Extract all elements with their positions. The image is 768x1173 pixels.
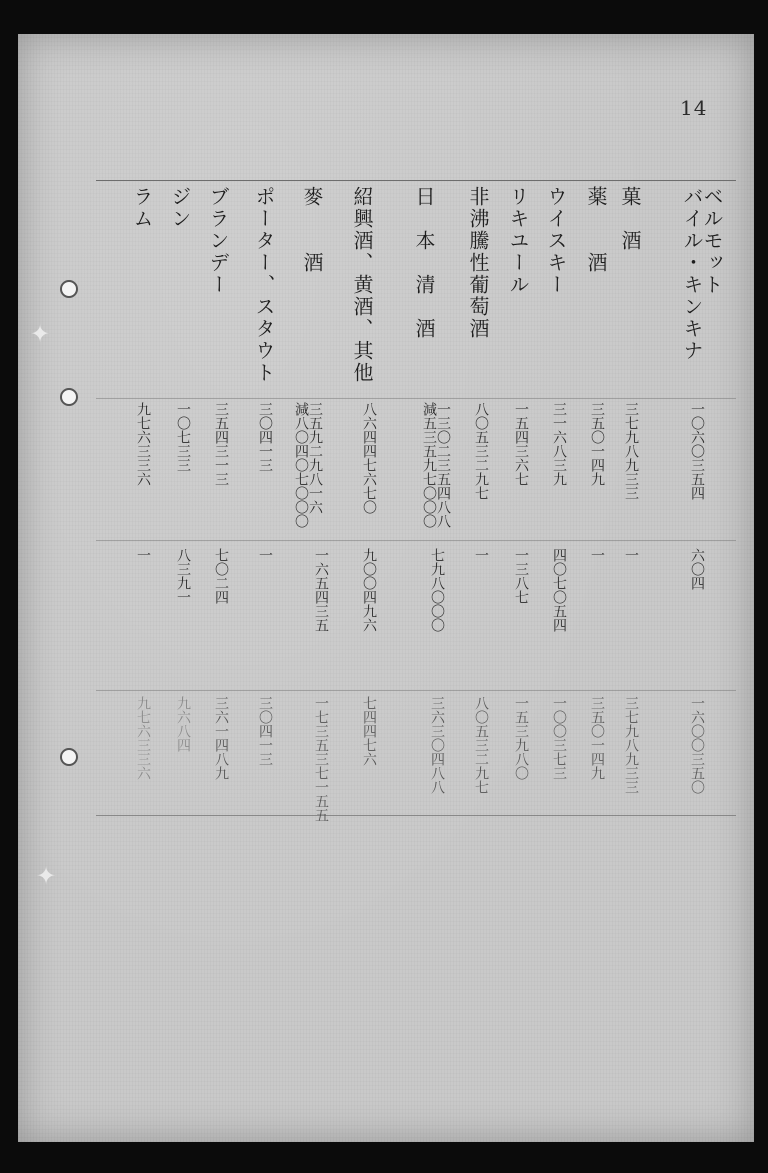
row-value-1: 三七九八九三三 xyxy=(623,402,639,500)
binding-hole xyxy=(60,280,78,298)
row-name: 日 本 清 酒 xyxy=(412,186,436,340)
row-value-2: 一 xyxy=(623,548,639,562)
table-bottom-rule xyxy=(96,815,736,816)
binding-hole xyxy=(60,748,78,766)
row-value-3: 一〇〇三七三 xyxy=(551,696,567,780)
row-value-3: 三〇四一三 xyxy=(257,696,273,766)
row-name: 麥 酒 xyxy=(300,186,324,274)
row-name: ラム xyxy=(130,186,154,230)
row-name: 薬 酒 xyxy=(584,186,608,274)
row-value-1: 三五〇一四九 xyxy=(589,402,605,486)
row-value-1: 一五四三六七 xyxy=(513,402,529,486)
row-name: ベルモット バイル・キンキナ xyxy=(680,186,724,362)
row-value-1: 一〇七三三 xyxy=(175,402,191,472)
row-value-1: 三五四三一三 xyxy=(213,402,229,486)
row-value-3: 一七三五三七一五五 xyxy=(313,696,329,822)
row-name: 非沸騰性葡萄酒 xyxy=(466,186,490,340)
row-name: ジン xyxy=(168,186,192,230)
scanned-page xyxy=(18,34,754,1142)
row-value-2: 七〇二四 xyxy=(213,548,229,604)
row-value-1: 八〇五三二九七 xyxy=(473,402,489,500)
row-value-2: 四〇七〇五四 xyxy=(551,548,567,632)
row-value-1: 九七六三三六 xyxy=(135,402,151,486)
row-value-2: 一六五四三五 xyxy=(313,548,329,632)
row-value-1: 三五九二九八一六 減八〇四〇七〇〇〇 xyxy=(293,402,323,528)
row-value-1: 一三〇二三五四八八 減五三五九七〇〇〇 xyxy=(421,402,451,528)
row-value-1: 八六四四七六七〇 xyxy=(361,402,377,514)
table-divider-3 xyxy=(96,690,736,691)
pin-mark-icon: ✦ xyxy=(30,320,51,348)
row-value-3: 九六八四 xyxy=(175,696,191,752)
row-value-1: 三〇四一三 xyxy=(257,402,273,472)
row-value-3: 三七九八九三三 xyxy=(623,696,639,794)
row-name: ウイスキー xyxy=(544,186,568,296)
row-value-2: 一 xyxy=(135,548,151,562)
row-value-2: 一 xyxy=(257,548,273,562)
table-top-rule xyxy=(96,180,736,181)
row-value-1: 三一六八三九 xyxy=(551,402,567,486)
row-name: リキユール xyxy=(506,186,530,296)
row-value-3: 一五三九八〇 xyxy=(513,696,529,780)
row-value-3: 一六〇〇三五〇 xyxy=(689,696,705,794)
row-value-2: 九〇〇四九六 xyxy=(361,548,377,632)
table-divider-1 xyxy=(96,398,736,399)
row-value-2: 六〇四 xyxy=(689,548,705,590)
binding-hole xyxy=(60,388,78,406)
row-name: ポーター、スタウト xyxy=(252,186,276,384)
row-value-3: 九七六三三六 xyxy=(135,696,151,780)
row-name: 紹興酒、黄酒、其他 xyxy=(350,186,374,384)
table-divider-2 xyxy=(96,540,736,541)
row-value-2: 一 xyxy=(473,548,489,562)
row-value-2: 八三九一 xyxy=(175,548,191,604)
row-value-1: 一〇六〇三五四 xyxy=(689,402,705,500)
page-number: 14 xyxy=(680,96,708,120)
row-value-2: 一三八七 xyxy=(513,548,529,604)
row-name: 菓 酒 xyxy=(618,186,642,252)
row-value-2: 一 xyxy=(589,548,605,562)
row-value-2: 七九八〇〇〇 xyxy=(429,548,445,632)
row-value-3: 三五〇一四九 xyxy=(589,696,605,780)
row-value-3: 八〇五三二九七 xyxy=(473,696,489,794)
row-name: ブランデー xyxy=(206,186,230,296)
row-value-3: 三六一四八九 xyxy=(213,696,229,780)
row-value-3: 七四四七六 xyxy=(361,696,377,766)
row-value-3: 三六三〇四八八 xyxy=(429,696,445,794)
pin-mark-icon: ✦ xyxy=(36,862,57,890)
